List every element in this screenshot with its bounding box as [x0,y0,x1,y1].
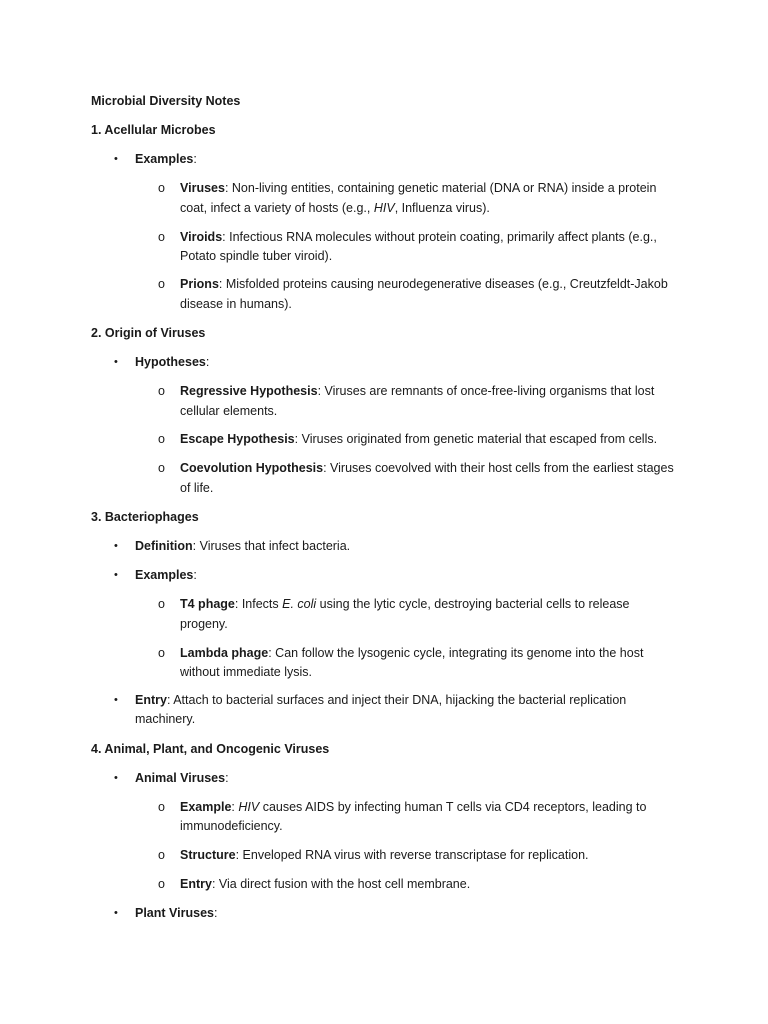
page-title: Microbial Diversity Notes [91,94,241,108]
item-text: : Viruses coevolved with their host cells from the earliest stages [323,461,674,475]
section-heading: 2. Origin of Viruses [91,326,206,340]
sub-list-item [180,430,657,450]
item-label: T4 phage [180,597,235,611]
item-text: coat, infect a variety of hosts (e.g., [180,200,374,215]
item-label: Entry [135,693,167,707]
item-text: : [213,906,218,920]
sub-list-item [180,846,589,866]
item-label: Regressive Hypothesis [180,384,318,398]
item-text: : Infectious RNA molecules without protein coating, primarily affect plants (e.g., [222,229,657,244]
item-italic-text: HIV [373,200,395,215]
sub-list-item [180,275,668,295]
item-label: Entry [180,877,212,891]
item-text: : Misfolded proteins causing neurodegenerative diseases (e.g., Creutzfeldt-Jakob [218,277,668,291]
sub-list-item-continuation [180,199,490,219]
section-heading: 1. Acellular Microbes [91,123,216,137]
section-heading: 3. Bacteriophages [91,510,199,524]
sub-bullet-marker: o [158,277,165,291]
bullet-marker: • [114,569,118,581]
item-label: Prions [180,277,219,291]
sub-list-item [180,798,646,818]
item-text: : [193,568,197,582]
list-item [135,150,197,170]
sub-bullet-marker: o [158,877,165,891]
item-label: Coevolution Hypothesis [180,461,324,475]
sub-bullet-marker: o [158,181,165,195]
item-text: : [225,770,229,785]
item-text: : Attach to bacterial surfaces and inject their DNA, hijacking the bacterial replication [166,693,627,707]
item-label: Lambda phage [180,645,269,660]
bullet-marker: • [114,907,118,919]
bullet-marker: • [114,153,118,165]
sub-list-item [180,382,654,402]
sub-list-item-continuation: progeny. [180,616,228,631]
sub-bullet-marker: o [158,847,165,862]
item-italic-text: E. coli [282,597,317,611]
item-label: Hypotheses [135,355,206,369]
list-item [135,566,197,586]
bullet-marker: • [114,540,118,552]
item-text: : [231,799,239,814]
item-text: : Viruses are remnants of once-free-living organisms that lost [317,384,655,398]
sub-bullet-marker: o [158,384,165,398]
item-label: Viroids [180,229,223,244]
item-label: Viruses [180,181,225,195]
sub-bullet-marker: o [158,597,165,611]
list-item [135,691,626,711]
item-text: : Via direct fusion with the host cell membrane. [211,877,471,891]
bullet-marker: • [114,694,118,706]
sub-bullet-marker: o [158,432,165,446]
item-label: Examples [135,152,194,166]
item-text: : Non-living entities, containing genetic material (DNA or RNA) inside a protein [224,181,657,195]
sub-list-item-continuation: disease in humans). [180,296,292,311]
sub-bullet-marker: o [158,461,165,475]
bullet-marker: • [114,771,118,784]
list-item [135,769,229,789]
section-heading: 4. Animal, Plant, and Oncogenic Viruses [91,741,330,756]
item-text: : Viruses that infect bacteria. [192,539,351,553]
item-text: : Enveloped RNA virus with reverse transcriptase for replication. [235,847,589,862]
item-label: Structure [180,847,236,862]
item-label: Escape Hypothesis [180,432,295,446]
item-label: Plant Viruses [135,906,214,920]
sub-bullet-marker: o [158,229,165,244]
sub-list-item [180,228,657,248]
sub-list-item-continuation: immunodeficiency. [180,818,283,833]
sub-bullet-marker: o [158,645,165,660]
item-text: : Infects [234,597,283,611]
item-text: : Can follow the lysogenic cycle, integrating its genome into the host [268,645,644,660]
item-text: : [205,355,210,369]
sub-bullet-marker: o [158,799,165,814]
list-item [135,537,350,557]
item-text: : [193,152,197,166]
sub-list-item [180,179,656,199]
item-text: : Viruses originated from genetic material that escaped from cells. [294,432,658,446]
item-label: Animal Viruses [135,770,226,785]
sub-list-item-continuation: cellular elements. [180,403,278,418]
item-text: using the lytic cycle, destroying bacterial cells to release [316,597,630,611]
item-italic-text: HIV [238,799,260,814]
item-text: , Influenza virus). [394,200,490,215]
bullet-marker: • [114,356,118,368]
sub-list-item-continuation: without immediate lysis. [180,664,312,679]
list-item [135,353,209,373]
sub-list-item [180,644,643,664]
list-item-continuation: machinery. [135,712,196,726]
sub-list-item [180,459,674,479]
list-item [135,904,217,924]
item-label: Example [180,799,232,814]
sub-list-item [180,595,630,615]
item-text: causes AIDS by infecting human T cells via CD4 receptors, leading to [259,799,647,814]
item-label: Examples [135,568,194,582]
item-label: Definition [135,539,193,553]
sub-list-item [180,875,470,895]
sub-list-item-continuation: of life. [180,480,214,495]
sub-list-item-continuation: Potato spindle tuber viroid). [180,248,333,263]
